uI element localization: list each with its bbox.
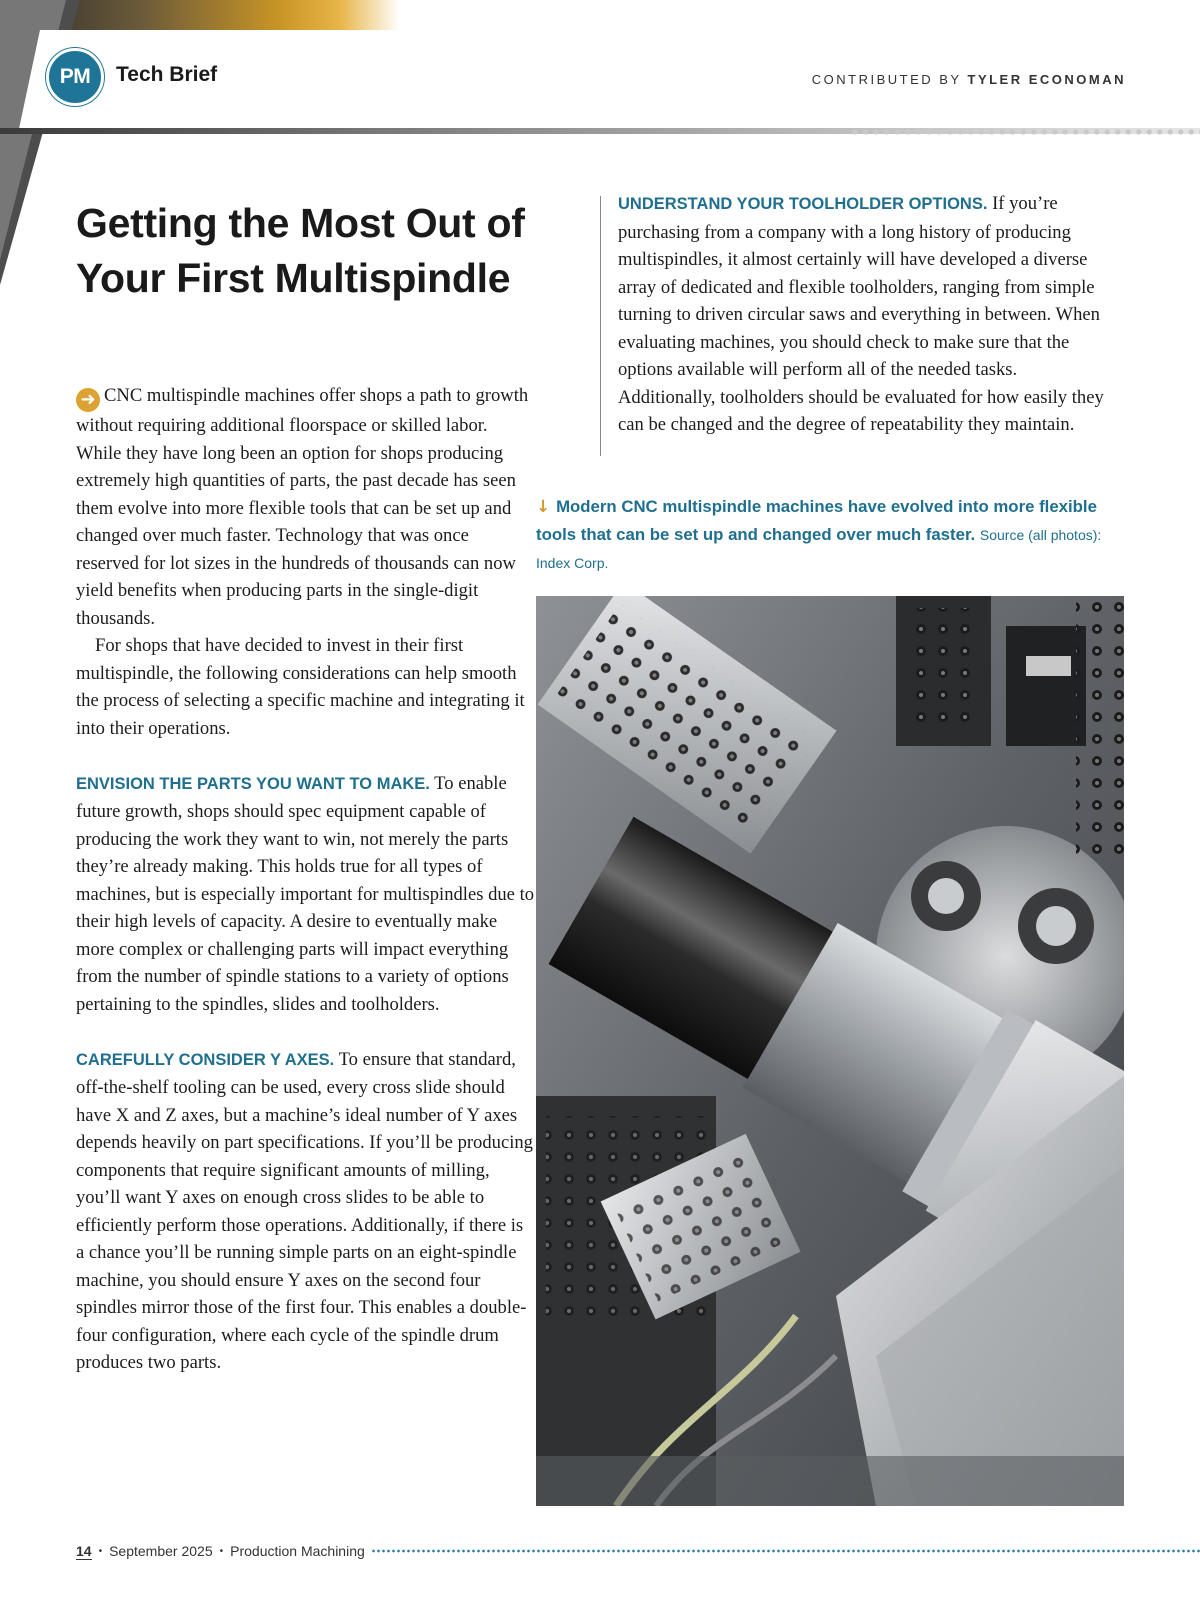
left-column <box>76 382 536 1377</box>
section-label: Tech Brief <box>116 63 218 86</box>
caption-text: Modern CNC multispindle machines have evolved into more flexible tools that can be set up and changed over much faster. <box>536 497 1097 544</box>
arrow-down-icon: ↓ <box>536 496 551 516</box>
pm-logo: PM <box>46 48 104 106</box>
contributor-line <box>812 72 1126 87</box>
section-body: If you’re purchasing from a company with a long history of producing multispindles, it almost certainly will have developed a diverse array of dedicated and flexible toolholders, ranging from simple turning to driven circular saws and everything in between. When evaluating machines, you should check to make sure that the options available will perform all of the needed tasks. Additionally, toolholders should be evaluated for how easily they can be changed and the degree of repeatability they maintain. <box>618 193 1104 435</box>
arrow-right-icon: ➜ <box>76 388 100 412</box>
section-heading: UNDERSTAND YOUR TOOLHOLDER OPTIONS. <box>618 195 988 213</box>
caption-source: Source (all photos): Index Corp. <box>536 527 1102 571</box>
section-heading: CAREFULLY CONSIDER Y AXES. <box>76 1050 335 1069</box>
machine-photo <box>536 596 1124 1506</box>
page-number: 14 <box>76 1542 92 1559</box>
intro-paragraph-2: For shops that have decided to invest in their first multispindle, the following considerations can help smooth the process of selecting a specific machine and integrating it into their operations. <box>76 635 525 739</box>
photo-caption <box>536 492 1116 577</box>
page-footer <box>76 1540 1200 1562</box>
bullet-separator: • <box>219 1545 224 1557</box>
title-line-2: Your First Multispindle <box>76 255 511 301</box>
section-y-axes <box>76 1046 536 1377</box>
footer-dotted-rule <box>371 1549 1200 1553</box>
section-toolholders <box>618 190 1118 439</box>
issue-date: September 2025 <box>109 1543 213 1559</box>
intro-paragraph <box>76 382 536 632</box>
contributor-name: TYLER ECONOMAN <box>967 72 1126 87</box>
machine-photo-illustration <box>536 596 1124 1506</box>
section-body: To ensure that standard, off-the-shelf tooling can be used, every cross slide should have X and Z axes, but a machine’s ideal number of Y axes depends heavily on part specifications. If you’ll be producing components that require significant amounts of milling, you’ll want Y axes on enough cross slides to be able to efficiently perform those operations. Additionally, if there is a chance you’ll be running simple parts on an eight-spindle machine, you should ensure Y axes on the second four spindles mirror those of the first four. This enables a double-four configuration, where each cycle of the spindle drum produces two parts. <box>76 1048 533 1373</box>
section-envision <box>76 770 536 1019</box>
publication-name: Production Machining <box>230 1543 365 1559</box>
title-line-1: Getting the Most Out of <box>76 200 525 246</box>
right-column <box>618 190 1118 439</box>
section-heading: ENVISION THE PARTS YOU WANT TO MAKE. <box>76 774 430 793</box>
header-dot-pattern <box>850 128 1200 136</box>
bullet-separator: • <box>98 1545 103 1557</box>
column-divider <box>600 196 601 456</box>
intro-text: CNC multispindle machines offer shops a path to growth without requiring additional floorspace or skilled labor. While they have long been an option for shops producing extremely high quantities of parts, the past decade has seen them evolve into more flexible tools that can be set up and changed over much faster. Technology that was once reserved for lot sizes in the hundreds of thousands can now yield benefits when producing parts in the single-digit thousands. <box>76 385 529 629</box>
article-title <box>76 196 576 306</box>
section-body: To enable future growth, shops should spec equipment capable of producing the work they want to win, not merely the parts they’re already making. This holds true for all types of machines, but is especially important for multispindles due to their high levels of capacity. A desire to eventually make more complex or challenging parts will impact everything from the number of spindle stations to a variety of options pertaining to the spindles, slides and toolholders. <box>76 772 535 1015</box>
contributed-by-label: CONTRIBUTED BY <box>811 72 962 87</box>
